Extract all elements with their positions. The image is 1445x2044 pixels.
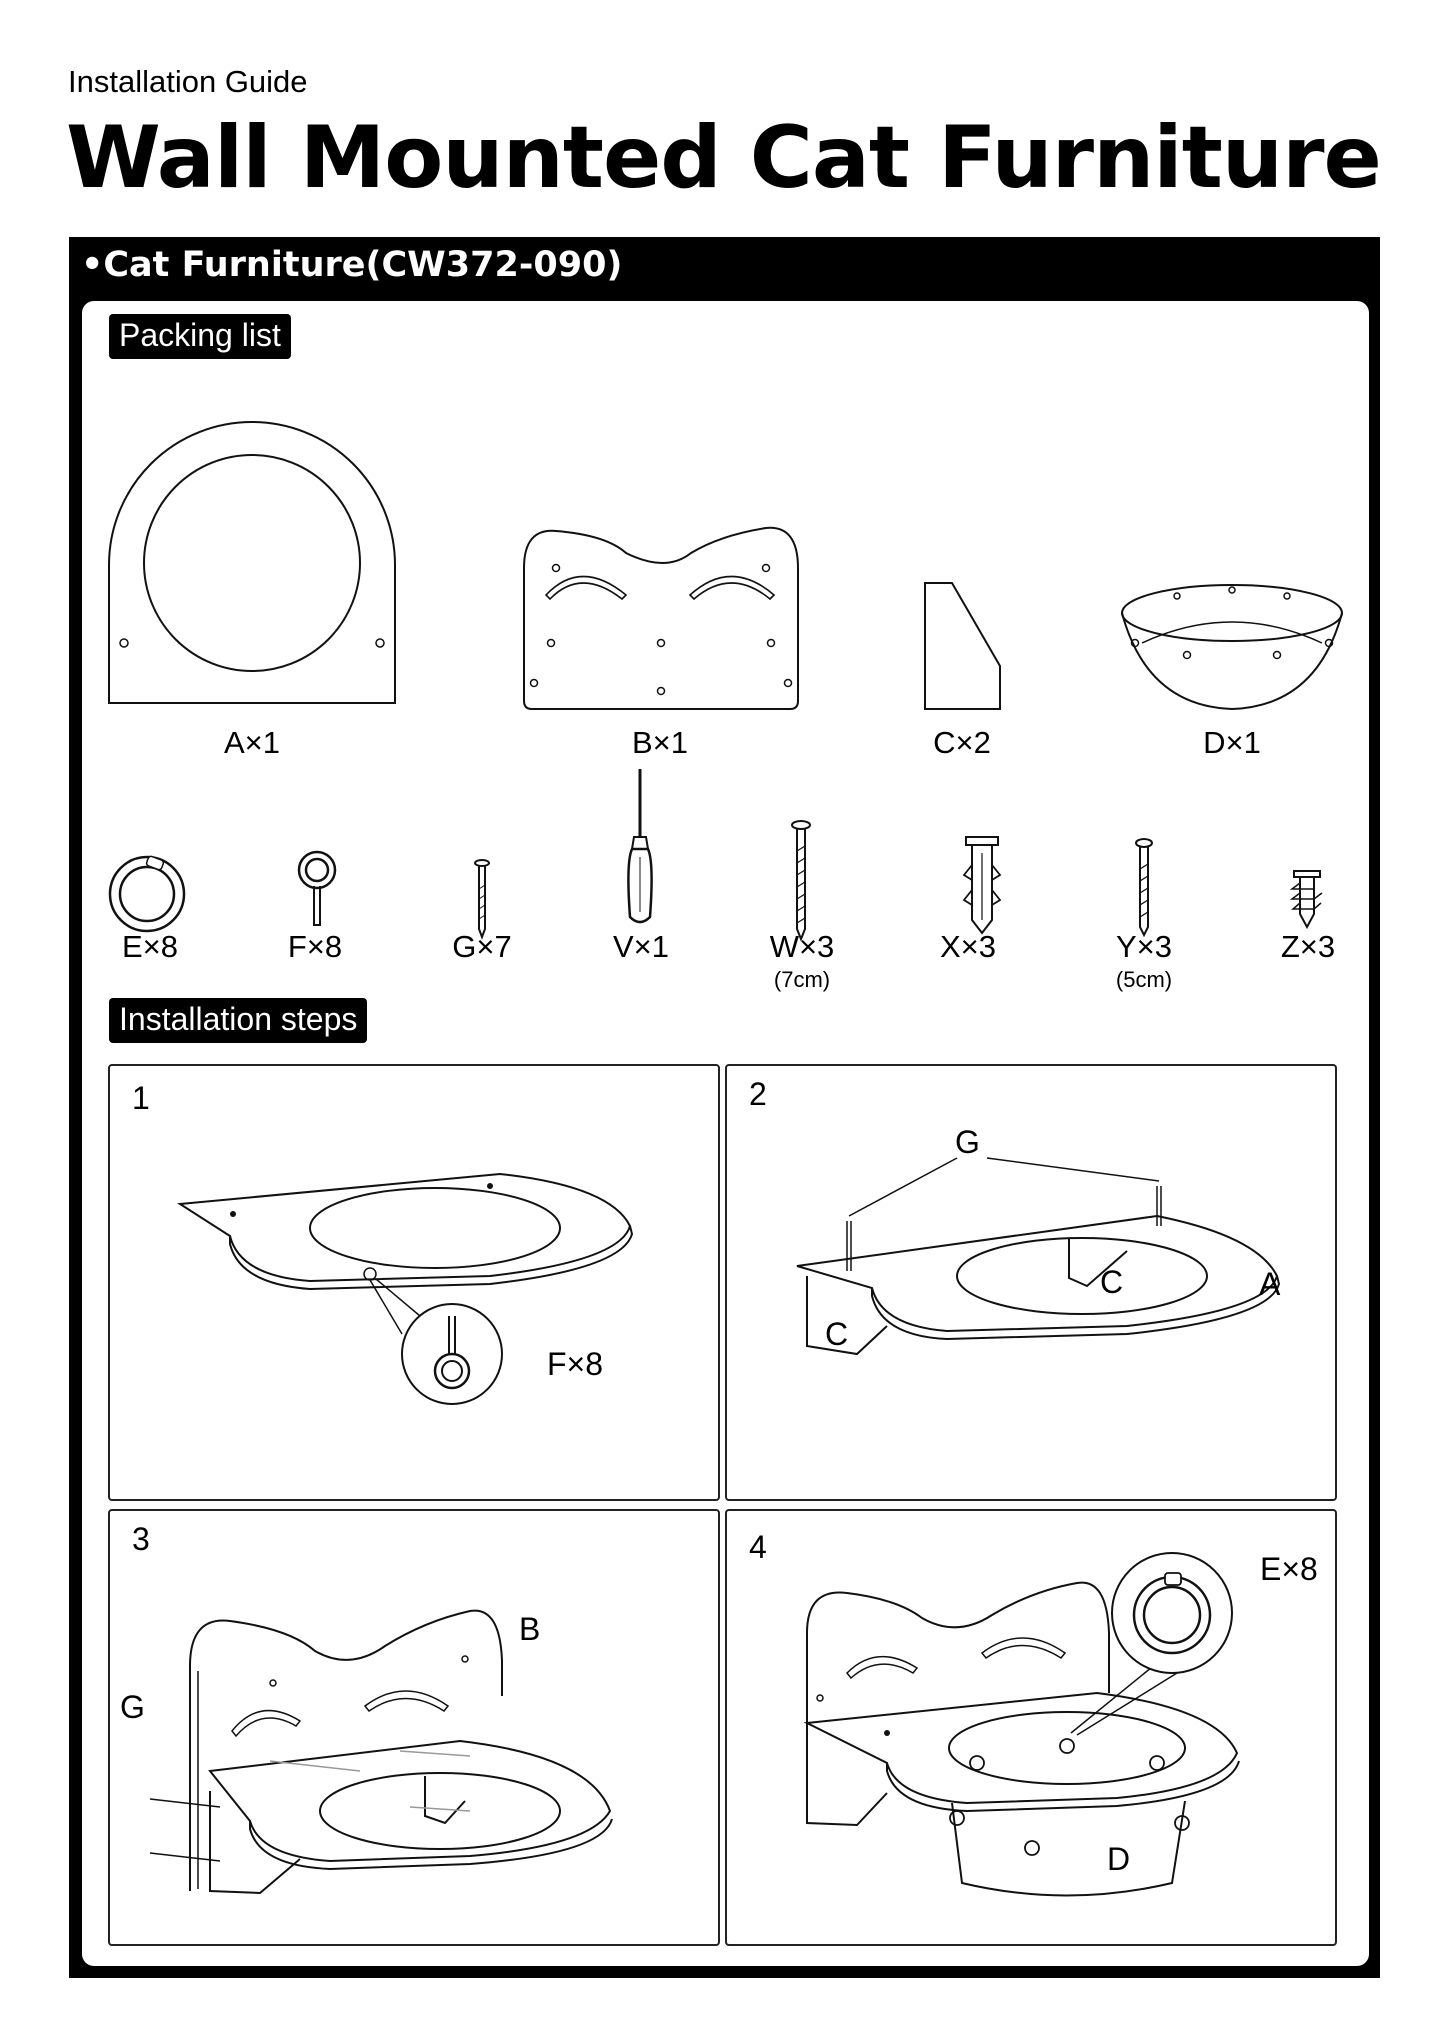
part-d-label: D×1 <box>1203 725 1261 760</box>
cat-face-assembly-icon <box>150 1571 710 1911</box>
part-w-label: W×3 <box>769 929 835 964</box>
step-4-label-e: E×8 <box>1260 1551 1318 1587</box>
step-panel-2 <box>725 1064 1337 1501</box>
eye-hook-icon <box>292 850 342 930</box>
step-2-label-c-inner: C <box>1100 1264 1124 1300</box>
part-e-label: E×8 <box>121 929 179 964</box>
part-c-label: C×2 <box>933 725 991 760</box>
part-f-label: F×8 <box>287 929 343 964</box>
content-area <box>82 301 1369 1966</box>
step-panel-4 <box>725 1509 1337 1946</box>
step-3-label-b: B <box>519 1611 541 1647</box>
part-x-label: X×3 <box>939 929 997 964</box>
part-y-note: (5cm) <box>1115 967 1173 992</box>
small-screw-icon <box>472 859 492 939</box>
wall-anchor-icon <box>960 835 1004 935</box>
part-w-note: (7cm) <box>773 967 831 992</box>
product-frame <box>69 237 1380 1978</box>
installation-steps-tag: Installation steps <box>109 998 367 1043</box>
fabric-bowl-icon <box>1117 581 1347 716</box>
ring-icon <box>107 854 187 934</box>
support-bracket-icon <box>922 581 1002 711</box>
step-2-label-c-outer: C <box>825 1316 849 1352</box>
step-number: 1 <box>132 1080 150 1116</box>
screwdriver-icon <box>620 767 660 927</box>
cat-face-panel-icon <box>516 523 806 713</box>
drywall-anchor-icon <box>1290 869 1324 929</box>
step-3-label-g: G <box>120 1689 145 1725</box>
step-2-label-g: G <box>955 1124 980 1160</box>
packing-list-tag: Packing list <box>109 314 291 359</box>
part-a-label: A×1 <box>223 725 281 760</box>
part-y-label: Y×3 <box>1115 929 1173 964</box>
step-number: 4 <box>749 1529 767 1565</box>
part-z-label: Z×3 <box>1280 929 1336 964</box>
part-g-label: G×7 <box>452 929 512 964</box>
step-2-label-a: A <box>1259 1266 1281 1302</box>
step-1-label: F×8 <box>547 1346 604 1382</box>
medium-screw-icon <box>1132 839 1156 939</box>
step-panel-3 <box>108 1509 720 1946</box>
step-number: 3 <box>132 1521 150 1557</box>
step-4-label-d: D <box>1107 1841 1131 1877</box>
subtitle: Installation Guide <box>68 64 308 99</box>
page-title: Wall Mounted Cat Furniture <box>66 108 1381 208</box>
long-screw-icon <box>789 821 813 941</box>
step-panel-1 <box>108 1064 720 1501</box>
arch-panel-flat-icon <box>170 1166 650 1446</box>
step-number: 2 <box>749 1076 767 1112</box>
product-header: •Cat Furniture(CW372-090) <box>81 245 623 285</box>
final-assembly-icon <box>787 1523 1327 1933</box>
arch-panel-icon <box>107 413 397 713</box>
bracket-assembly-icon <box>787 1176 1307 1416</box>
part-b-label: B×1 <box>631 725 689 760</box>
part-v-label: V×1 <box>612 929 670 964</box>
